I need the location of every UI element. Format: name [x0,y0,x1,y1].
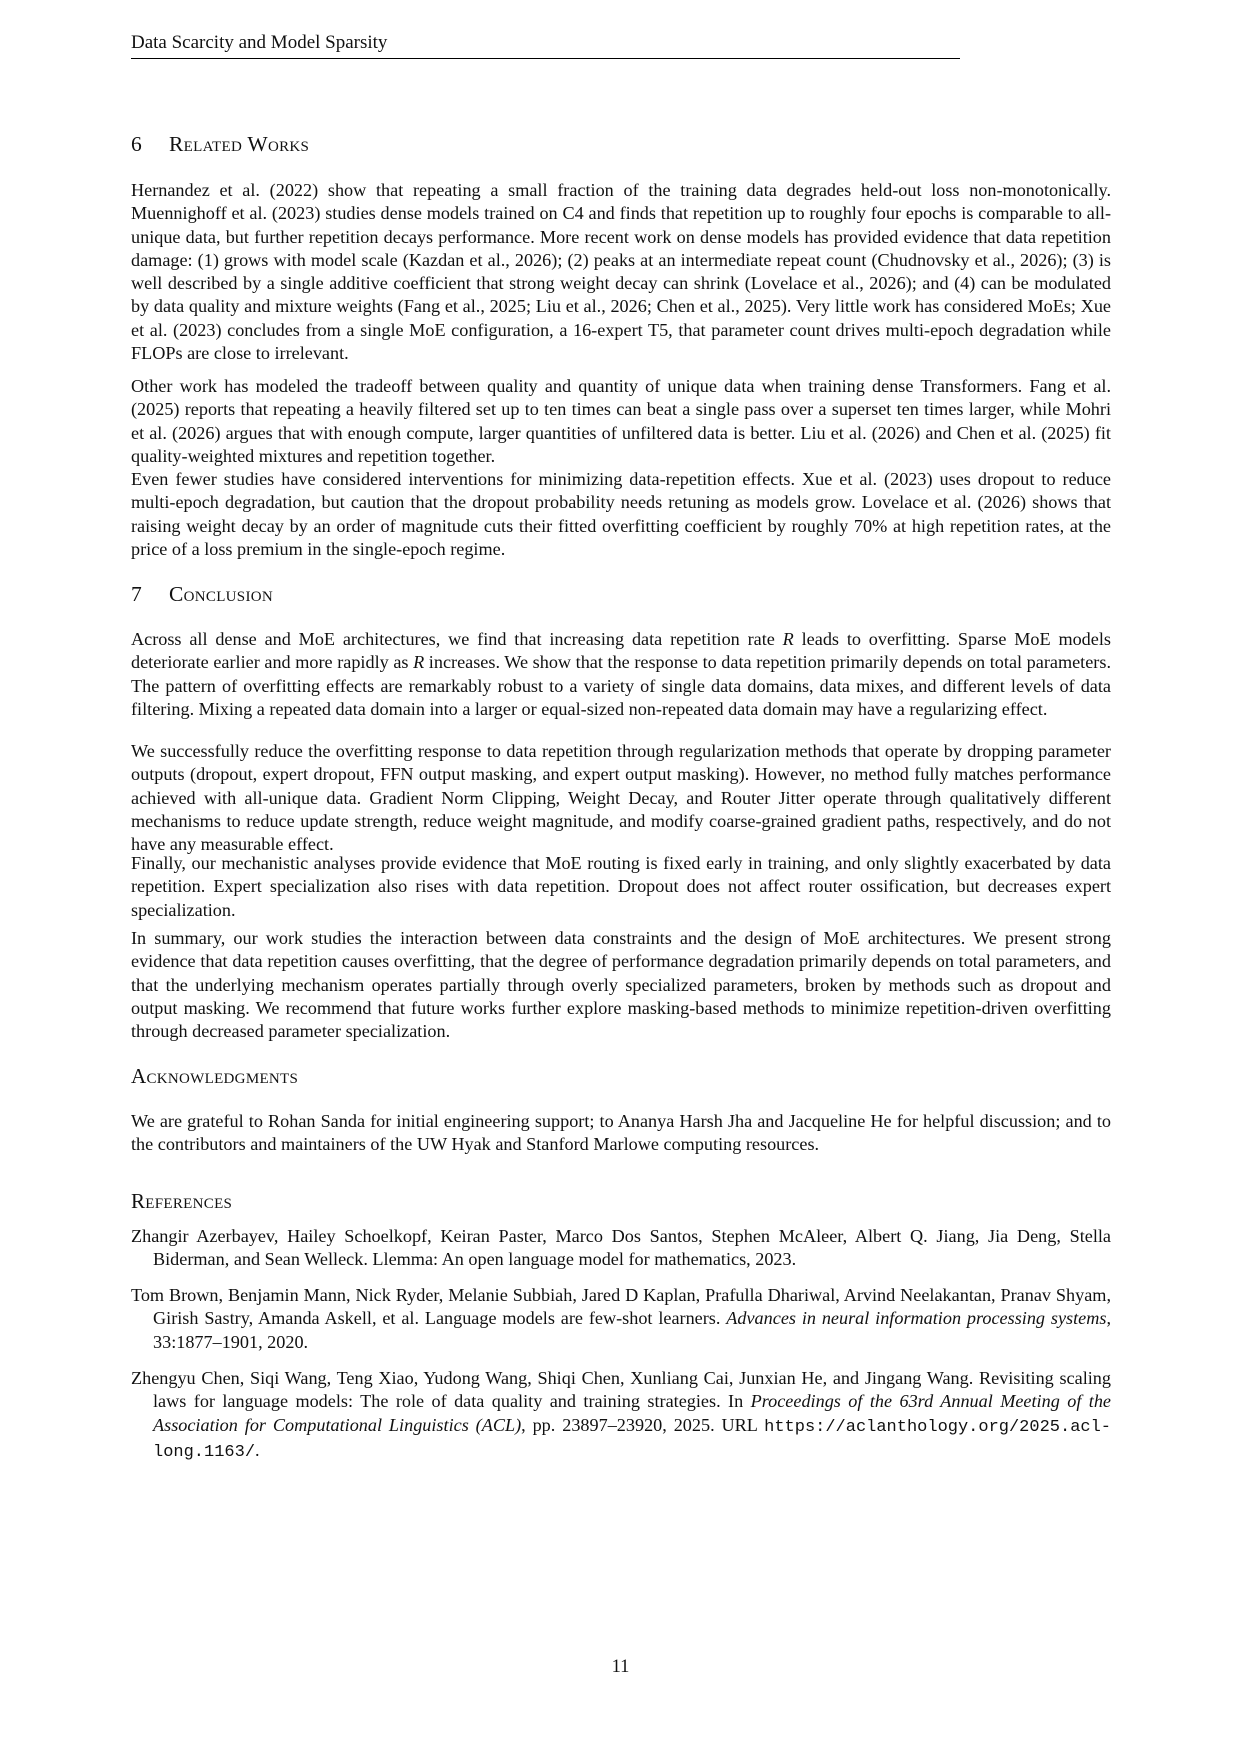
acknowledgments-heading: Acknowledgments [131,1064,299,1088]
section-heading-conclusion [131,580,273,608]
related-works-paragraph: Hernandez et al. (2022) show that repeating a small fraction of the training data degrades held-out loss non-monotonically. Muennighoff et al. (2023) studies dense models trained on C4 and finds that repetition up to roughly four epochs is comparable to all-unique data, but further repetition decays performance. More recent work on dense models has provided evidence that data repetition damage: (1) grows with model scale (Kazdan et al., 2026); (2) peaks at an intermediate repeat count (Chudnovsky et al., 2026); (3) is well described by a single additive coefficient that strong weight decay can shrink (Lovelace et al., 2026); and (4) can be modulated by data quality and mixture weights (Fang et al., 2025; Liu et al., 2026; Chen et al., 2025). Very little work has considered MoEs; Xue et al. (2023) concludes from a single MoE configuration, a 16-expert T5, that parameter count drives multi-epoch degradation while FLOPs are close to irrelevant. [131,180,1111,364]
reference-details: , 33:1877–1901, 2020. [153,1308,1111,1352]
reference-venue: Advances in neural information processing systems [726,1308,1107,1329]
math-symbol: R [413,652,425,673]
reference-authors-title: Zhengyu Chen, Siqi Wang, Teng Xiao, Yudong Wang, Shiqi Chen, Xunliang Cai, Junxian He, and Jingang Wang. Revisiting scaling laws for language models: The role of data quality and training strategies. In [131,1368,1111,1412]
section-number: 7 [131,582,143,606]
text-run: leads to overfitting. Sparse MoE models deteriorate earlier and more rapidly as [131,629,1111,673]
reference-url-link[interactable]: https://aclanthology.org/2025.acl-long.1163/ [153,1417,1111,1462]
text-run: increases. We show that the response to data repetition primarily depends on total parameters. The pattern of overfitting effects are remarkably robust to a variety of single data domains, data mixes, and different levels of data filtering. Mixing a repeated data domain into a larger or equal-sized non-repeated data domain may have a regularizing effect. [131,652,1111,719]
reference-authors-title: Tom Brown, Benjamin Mann, Nick Ryder, Melanie Subbiah, Jared D Kaplan, Prafulla Dhariwal, Arvind Neelakantan, Pranav Shyam, Girish Sastry, Amanda Askell, et al. Language models are few-shot learners. [131,1285,1111,1329]
reference-item [131,1367,1111,1464]
reference-item [131,1284,1111,1354]
math-symbol: R [782,629,794,649]
related-works-paragraph: Other work has modeled the tradeoff between quality and quantity of unique data when training dense Transformers. Fang et al. (2025) reports that repeating a heavily filtered set up to ten times can beat a single pass over a superset ten times larger, while Mohri et al. (2026) argues that with enough compute, larger quantities of unfiltered data is better. Liu et al. (2026) and Chen et al. (2025) fit quality-weighted mixtures and repetition together. [131,376,1111,466]
conclusion-paragraph: In summary, our work studies the interaction between data constraints and the design of MoE architectures. We present strong evidence that data repetition causes overfitting, that the degree of performance degradation primarily depends on total parameters, and that the underlying mechanism operates partially through overly specialized parameters, broken by methods such as dropout and output masking. We recommend that future works further explore masking-based methods to minimize repetition-driven overfitting through decreased parameter specialization. [131,928,1111,1042]
conclusion-paragraph: Finally, our mechanistic analyses provide evidence that MoE routing is fixed early in training, and only slightly exacerbated by data repetition. Expert specialization also rises with data repetition. Dropout does not affect router ossification, but decreases expert specialization. [131,853,1111,920]
reference-venue: Proceedings of the 63rd Annual Meeting of the Association for Computational Linguistics (ACL) [153,1391,1112,1435]
references-heading: References [131,1189,233,1213]
conclusion-paragraph [131,628,1111,721]
conclusion-paragraph: We successfully reduce the overfitting response to data repetition through regularization methods that operate by dropping parameter outputs (dropout, expert dropout, FFN output masking, and expert output masking). However, no method fully matches performance achieved with all-unique data. Gradient Norm Clipping, Weight Decay, and Router Jitter operate through qualitatively different mechanisms to reduce update strength, reduce weight magnitude, and modify coarse-grained gradient paths, respectively, and do not have any measurable effect. [131,741,1111,855]
running-head: Data Scarcity and Model Sparsity [131,30,960,59]
section-number: 6 [131,132,143,156]
acknowledgments-text: We are grateful to Rohan Sanda for initial engineering support; to Ananya Harsh Jha and Jacqueline He for helpful discussion; and to the contributors and maintainers of the UW Hyak and Stanford Marlowe computing resources. [131,1111,1111,1155]
reference-details: , pp. 23897–23920, 2025. URL [521,1414,765,1435]
page-number: 11 [611,1657,630,1677]
section-title: Conclusion [169,582,274,606]
text-run: Across all dense and MoE architectures, we find that increasing data repetition rate [131,629,783,649]
section-heading-related-works [131,130,309,158]
related-works-paragraph: Even fewer studies have considered interventions for minimizing data-repetition effects. Xue et al. (2023) uses dropout to reduce multi-epoch degradation, but caution that the dropout probability needs retuning as models grow. Lovelace et al. (2026) shows that raising weight decay by an order of magnitude cuts their fitted overfitting coefficient by roughly 70% at high repetition rates, at the price of a loss premium in the single-epoch regime. [131,469,1111,559]
reference-end: . [255,1439,260,1460]
reference-item: Zhangir Azerbayev, Hailey Schoelkopf, Keiran Paster, Marco Dos Santos, Stephen McAleer, Albert Q. Jiang, Jia Deng, Stella Biderman, and Sean Welleck. Llemma: An open language model for mathematics, 2023. [131,1226,1111,1270]
section-title: Related Works [169,132,310,156]
